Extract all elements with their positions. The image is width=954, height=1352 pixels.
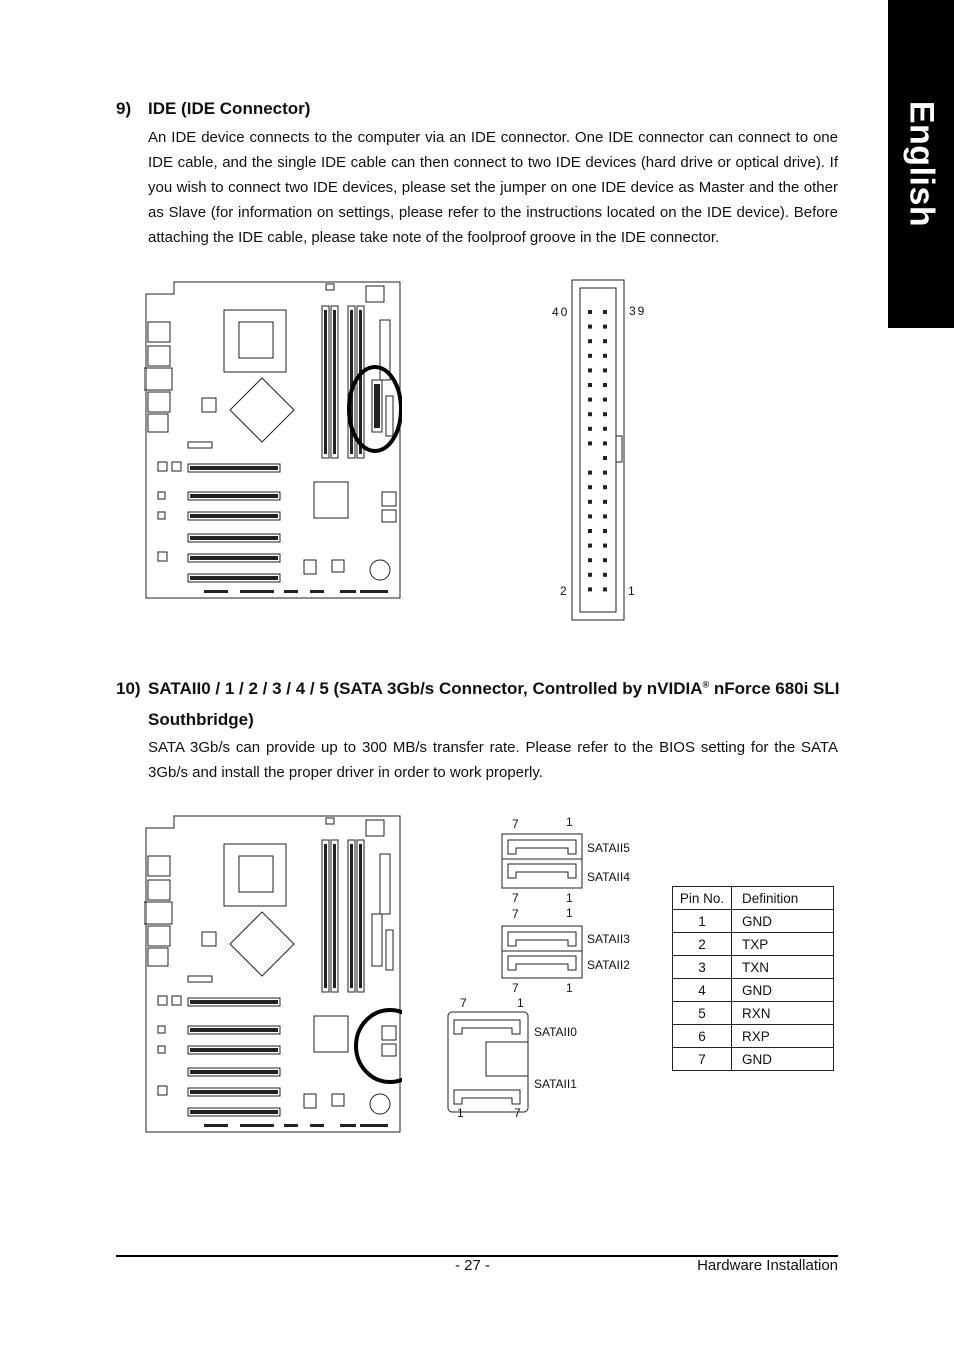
table-row (673, 979, 834, 1002)
label-sataii5: SATAII5 (587, 841, 630, 855)
table-row (673, 910, 834, 933)
sata5-pin1: 1 (566, 815, 573, 829)
pin-definition: RXN (732, 1002, 834, 1025)
sata5-pin7: 7 (512, 817, 519, 831)
section10-title-line2: Southbridge) (148, 710, 254, 729)
sata4-pin7: 7 (512, 891, 519, 905)
footer-section: Hardware Installation (697, 1257, 838, 1274)
pin-number: 1 (673, 910, 732, 933)
pin-definition: GND (732, 910, 834, 933)
sata2-pin1: 1 (566, 981, 573, 995)
sata3-pin1: 1 (566, 906, 573, 920)
pin-definition: GND (732, 979, 834, 1002)
ide-pin-2: 2 (560, 584, 567, 598)
label-sataii3: SATAII3 (587, 932, 630, 946)
table-row (673, 1048, 834, 1071)
label-sataii4: SATAII4 (587, 870, 630, 884)
pin-number: 5 (673, 1002, 732, 1025)
table-row (673, 1025, 834, 1048)
table-row (673, 933, 834, 956)
table-header-row (673, 887, 834, 910)
label-sataii0: SATAII0 (534, 1025, 577, 1039)
table-row (673, 1002, 834, 1025)
registered-mark: ® (702, 679, 710, 690)
sata4-pin1: 1 (566, 891, 573, 905)
header-definition: Definition (732, 887, 834, 910)
section10-number: 10) (116, 679, 141, 698)
motherboard-diagram-sata (144, 814, 402, 1136)
section9-number: 9) (116, 99, 132, 118)
sata2-pin7: 7 (512, 981, 519, 995)
section10-title (148, 679, 840, 699)
ide-connector-pinout (570, 278, 628, 623)
language-tab (888, 0, 954, 328)
ide-pin-40: 40 (552, 305, 570, 319)
pin-number: 3 (673, 956, 732, 979)
sata1-pin7: 7 (514, 1106, 521, 1120)
sata0-pin7: 7 (460, 996, 467, 1010)
pin-definition: TXN (732, 956, 834, 979)
page-number: - 27 - (455, 1257, 491, 1274)
sata1-pin1: 1 (457, 1106, 464, 1120)
pin-number: 2 (673, 933, 732, 956)
sata-pin-table (672, 886, 834, 1071)
section9-title: IDE (IDE Connector) (148, 99, 311, 118)
sata3-pin7: 7 (512, 907, 519, 921)
ide-pin-1: 1 (628, 584, 635, 598)
header-pin-no: Pin No. (673, 887, 732, 910)
language-tab-label: English (902, 100, 941, 228)
pin-number: 6 (673, 1025, 732, 1048)
pin-definition: RXP (732, 1025, 834, 1048)
section10-body: SATA 3Gb/s can provide up to 300 MB/s transfer rate. Please refer to the BIOS setting for the SATA 3Gb/s and install the proper driver in order to work properly. (148, 739, 838, 781)
pin-number: 7 (673, 1048, 732, 1071)
label-sataii1: SATAII1 (534, 1077, 577, 1091)
section9-body: An IDE device connects to the computer via an IDE connector. One IDE connector can connect to one IDE cable, and the single IDE cable can then connect to two IDE devices (hard drive or optical drive). If you wish to connect two IDE devices, please set the jumper on one IDE device as Master and the other as Slave (for information on settings, please refer to the instructions located on the IDE device). Before attaching the IDE cable, please take note of the foolproof groove in the IDE connector. (148, 129, 838, 246)
section10-title-text: SATAII0 / 1 / 2 / 3 / 4 / 5 (SATA 3Gb/s Connector, Controlled by nVIDIA (148, 679, 703, 698)
label-sataii2: SATAII2 (587, 958, 630, 972)
sata0-pin1: 1 (517, 996, 524, 1010)
section10-title-end: nForce 680i SLI (709, 679, 840, 698)
pin-definition: GND (732, 1048, 834, 1071)
pin-definition: TXP (732, 933, 834, 956)
motherboard-diagram-ide (144, 280, 402, 602)
pin-number: 4 (673, 979, 732, 1002)
ide-pin-39: 39 (629, 304, 647, 318)
table-row (673, 956, 834, 979)
